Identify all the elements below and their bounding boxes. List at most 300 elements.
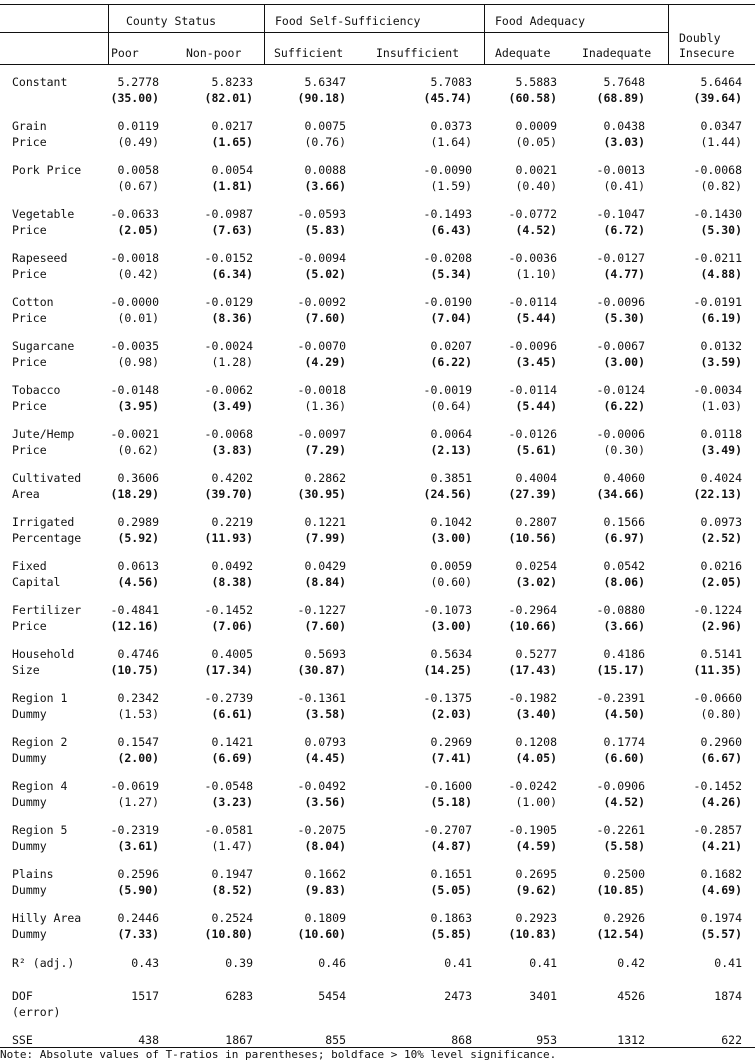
row-label: Price [12,223,47,237]
t-ratio-cell: (10.60) [297,927,346,941]
coefficient-cell: -0.2261 [596,823,645,837]
coefficient-cell: 0.46 [318,956,346,970]
coefficient-cell: 0.1042 [430,515,472,529]
coefficient-cell: -0.0036 [508,251,557,265]
coefficient-cell: 0.1809 [304,911,346,925]
t-ratio-cell: (0.67) [117,179,159,193]
coefficient-cell: 0.3606 [117,471,159,485]
coefficient-cell: 622 [721,1033,742,1047]
coefficient-cell: 0.5634 [430,647,472,661]
t-ratio-cell: (1.64) [430,135,472,149]
coefficient-cell: -0.0013 [596,163,645,177]
row-label: DOF [12,989,33,1003]
t-ratio-cell: (1.53) [117,707,159,721]
t-ratio-cell: (11.35) [693,663,742,677]
t-ratio-cell: (0.98) [117,355,159,369]
t-ratio-cell: (2.05) [117,223,159,237]
row-label: Household [12,647,75,661]
t-ratio-cell: (9.62) [515,883,557,897]
t-ratio-cell: (8.04) [304,839,346,853]
rule-group-header [0,32,668,33]
coefficient-cell: 0.0119 [117,119,159,133]
table-note: Note: Absolute values of T-ratios in parentheses; boldface > 10% level significance. [0,1048,557,1061]
coefficient-cell: -0.0619 [110,779,159,793]
t-ratio-cell: (5.58) [603,839,645,853]
coefficient-cell: -0.0018 [297,383,346,397]
coefficient-cell: 5.5883 [515,75,557,89]
t-ratio-cell: (2.03) [430,707,472,721]
t-ratio-cell: (10.80) [204,927,253,941]
t-ratio-cell: (6.61) [211,707,253,721]
t-ratio-cell: (45.74) [423,91,472,105]
t-ratio-cell: (17.43) [508,663,557,677]
column-header-adequate: Adequate [495,46,551,60]
coefficient-cell: 0.0059 [430,559,472,573]
t-ratio-cell: (10.75) [110,663,159,677]
t-ratio-cell: (5.18) [430,795,472,809]
row-label: Rapeseed [12,251,68,265]
coefficient-cell: 0.0058 [117,163,159,177]
coefficient-cell: -0.0114 [508,295,557,309]
coefficient-cell: -0.0090 [423,163,472,177]
t-ratio-cell: (0.30) [603,443,645,457]
rule-top [0,4,755,5]
t-ratio-cell: (3.58) [304,707,346,721]
coefficient-cell: -0.0006 [596,427,645,441]
coefficient-cell: -0.0906 [596,779,645,793]
coefficient-cell: 5454 [318,989,346,1003]
row-label: Size [12,663,40,677]
coefficient-cell: 0.0009 [515,119,557,133]
coefficient-cell: 0.5277 [515,647,557,661]
t-ratio-cell: (6.43) [430,223,472,237]
t-ratio-cell: (1.47) [211,839,253,853]
t-ratio-cell: (7.99) [304,531,346,545]
coefficient-cell: 0.2342 [117,691,159,705]
t-ratio-cell: (6.60) [603,751,645,765]
coefficient-cell: 0.1863 [430,911,472,925]
coefficient-cell: 0.0373 [430,119,472,133]
t-ratio-cell: (10.56) [508,531,557,545]
row-label: Price [12,619,47,633]
coefficient-cell: 0.1774 [603,735,645,749]
t-ratio-cell: (5.83) [304,223,346,237]
coefficient-cell: 5.8233 [211,75,253,89]
row-label: SSE [12,1033,33,1047]
t-ratio-cell: (90.18) [297,91,346,105]
row-label: Price [12,443,47,457]
t-ratio-cell: (82.01) [204,91,253,105]
coefficient-cell: -0.0097 [297,427,346,441]
t-ratio-cell: (0.82) [700,179,742,193]
row-label: Constant [12,75,68,89]
t-ratio-cell: (5.61) [515,443,557,457]
t-ratio-cell: (1.10) [515,267,557,281]
t-ratio-cell: (10.83) [508,927,557,941]
rule-vertical-2 [264,4,265,64]
coefficient-cell: -0.1361 [297,691,346,705]
row-label: Price [12,135,47,149]
t-ratio-cell: (3.02) [515,575,557,589]
coefficient-cell: -0.0242 [508,779,557,793]
coefficient-cell: 0.0793 [304,735,346,749]
coefficient-cell: 0.3851 [430,471,472,485]
coefficient-cell: -0.0987 [204,207,253,221]
t-ratio-cell: (5.44) [515,311,557,325]
t-ratio-cell: (3.03) [603,135,645,149]
t-ratio-cell: (7.29) [304,443,346,457]
coefficient-cell: 0.1662 [304,867,346,881]
coefficient-cell: -0.0092 [297,295,346,309]
t-ratio-cell: (5.02) [304,267,346,281]
coefficient-cell: -0.0190 [423,295,472,309]
t-ratio-cell: (4.87) [430,839,472,853]
coefficient-cell: 0.0973 [700,515,742,529]
row-label: Dummy [12,927,47,941]
coefficient-cell: 0.2926 [603,911,645,925]
coefficient-cell: 0.2989 [117,515,159,529]
t-ratio-cell: (4.77) [603,267,645,281]
coefficient-cell: -0.1452 [204,603,253,617]
coefficient-cell: 438 [138,1033,159,1047]
coefficient-cell: 0.4186 [603,647,645,661]
coefficient-cell: -0.0492 [297,779,346,793]
coefficient-cell: 0.2862 [304,471,346,485]
coefficient-cell: -0.2739 [204,691,253,705]
t-ratio-cell: (6.22) [603,399,645,413]
t-ratio-cell: (4.21) [700,839,742,853]
coefficient-cell: 0.0217 [211,119,253,133]
header-doubly: Doubly [679,31,721,45]
t-ratio-cell: (6.34) [211,267,253,281]
coefficient-cell: 0.5693 [304,647,346,661]
coefficient-cell: -0.0208 [423,251,472,265]
row-label: Dummy [12,707,47,721]
t-ratio-cell: (10.85) [596,883,645,897]
row-label: (error) [12,1005,61,1019]
row-label: Price [12,355,47,369]
row-label: Cultivated [12,471,82,485]
t-ratio-cell: (5.92) [117,531,159,545]
coefficient-cell: 0.42 [617,956,645,970]
t-ratio-cell: (4.52) [603,795,645,809]
row-label: Fertilizer [12,603,82,617]
row-label: Hilly Area [12,911,82,925]
coefficient-cell: 0.1566 [603,515,645,529]
coefficient-cell: 0.2807 [515,515,557,529]
coefficient-cell: -0.0018 [110,251,159,265]
t-ratio-cell: (8.84) [304,575,346,589]
t-ratio-cell: (5.85) [430,927,472,941]
coefficient-cell: 1867 [225,1033,253,1047]
coefficient-cell: 0.0429 [304,559,346,573]
coefficient-cell: 1874 [714,989,742,1003]
rule-vertical-3 [484,4,485,64]
coefficient-cell: 2473 [444,989,472,1003]
t-ratio-cell: (3.59) [700,355,742,369]
coefficient-cell: 868 [451,1033,472,1047]
coefficient-cell: 0.0021 [515,163,557,177]
t-ratio-cell: (24.56) [423,487,472,501]
coefficient-cell: 0.41 [444,956,472,970]
row-label: Region 5 [12,823,68,837]
group-header-food-self-sufficiency: Food Self-Sufficiency [275,14,421,28]
coefficient-cell: 0.0054 [211,163,253,177]
coefficient-cell: -0.1452 [693,779,742,793]
coefficient-cell: 0.4060 [603,471,645,485]
coefficient-cell: 0.2923 [515,911,557,925]
t-ratio-cell: (1.00) [515,795,557,809]
t-ratio-cell: (2.13) [430,443,472,457]
t-ratio-cell: (0.62) [117,443,159,457]
coefficient-cell: 1517 [131,989,159,1003]
coefficient-cell: -0.0548 [204,779,253,793]
coefficient-cell: 6283 [225,989,253,1003]
coefficient-cell: 0.39 [225,956,253,970]
t-ratio-cell: (3.95) [117,399,159,413]
coefficient-cell: -0.2964 [508,603,557,617]
group-header-county-status: County Status [126,14,217,28]
t-ratio-cell: (35.00) [110,91,159,105]
t-ratio-cell: (18.29) [110,487,159,501]
coefficient-cell: 0.2219 [211,515,253,529]
coefficient-cell: -0.2707 [423,823,472,837]
coefficient-cell: 953 [536,1033,557,1047]
coefficient-cell: -0.1430 [693,207,742,221]
coefficient-cell: -0.0019 [423,383,472,397]
t-ratio-cell: (3.49) [700,443,742,457]
t-ratio-cell: (4.26) [700,795,742,809]
row-label: Irrigated [12,515,75,529]
header-insecure: Insecure [679,46,735,60]
t-ratio-cell: (9.83) [304,883,346,897]
coefficient-cell: 0.1421 [211,735,253,749]
coefficient-cell: -0.4841 [110,603,159,617]
coefficient-cell: 0.1208 [515,735,557,749]
coefficient-cell: -0.0129 [204,295,253,309]
coefficient-cell: 0.0438 [603,119,645,133]
t-ratio-cell: (4.88) [700,267,742,281]
coefficient-cell: 0.1682 [700,867,742,881]
coefficient-cell: 0.0118 [700,427,742,441]
coefficient-cell: -0.0035 [110,339,159,353]
t-ratio-cell: (12.54) [596,927,645,941]
coefficient-cell: 0.0216 [700,559,742,573]
coefficient-cell: -0.0191 [693,295,742,309]
coefficient-cell: -0.0633 [110,207,159,221]
coefficient-cell: 0.2695 [515,867,557,881]
coefficient-cell: -0.0070 [297,339,346,353]
coefficient-cell: 0.5141 [700,647,742,661]
row-label: Tobacco [12,383,61,397]
t-ratio-cell: (1.36) [304,399,346,413]
t-ratio-cell: (6.69) [211,751,253,765]
coefficient-cell: -0.0148 [110,383,159,397]
t-ratio-cell: (3.00) [430,531,472,545]
t-ratio-cell: (60.58) [508,91,557,105]
t-ratio-cell: (11.93) [204,531,253,545]
group-header-food-adequacy: Food Adequacy [495,14,586,28]
t-ratio-cell: (0.80) [700,707,742,721]
t-ratio-cell: (0.40) [515,179,557,193]
coefficient-cell: -0.1600 [423,779,472,793]
row-label: Jute/Hemp [12,427,75,441]
coefficient-cell: -0.1375 [423,691,472,705]
t-ratio-cell: (3.56) [304,795,346,809]
coefficient-cell: 0.4024 [700,471,742,485]
t-ratio-cell: (8.38) [211,575,253,589]
row-label: Dummy [12,839,47,853]
t-ratio-cell: (0.42) [117,267,159,281]
t-ratio-cell: (22.13) [693,487,742,501]
coefficient-cell: -0.0772 [508,207,557,221]
t-ratio-cell: (15.17) [596,663,645,677]
coefficient-cell: 0.4202 [211,471,253,485]
t-ratio-cell: (3.23) [211,795,253,809]
t-ratio-cell: (3.45) [515,355,557,369]
coefficient-cell: 0.0132 [700,339,742,353]
coefficient-cell: -0.0024 [204,339,253,353]
row-label: Sugarcane [12,339,75,353]
t-ratio-cell: (1.65) [211,135,253,149]
coefficient-cell: -0.0062 [204,383,253,397]
t-ratio-cell: (5.57) [700,927,742,941]
t-ratio-cell: (7.04) [430,311,472,325]
coefficient-cell: -0.0000 [110,295,159,309]
row-label: Region 4 [12,779,68,793]
coefficient-cell: 0.2596 [117,867,159,881]
t-ratio-cell: (1.27) [117,795,159,809]
coefficient-cell: 0.0347 [700,119,742,133]
row-label: R² (adj.) [12,956,75,970]
t-ratio-cell: (1.03) [700,399,742,413]
coefficient-cell: 0.0064 [430,427,472,441]
coefficient-cell: 0.41 [529,956,557,970]
rule-vertical-1 [108,4,109,64]
coefficient-cell: 0.4746 [117,647,159,661]
rule-vertical-4 [668,4,669,64]
coefficient-cell: -0.0660 [693,691,742,705]
coefficient-cell: -0.2319 [110,823,159,837]
coefficient-cell: -0.1047 [596,207,645,221]
t-ratio-cell: (0.64) [430,399,472,413]
t-ratio-cell: (4.56) [117,575,159,589]
coefficient-cell: -0.2075 [297,823,346,837]
t-ratio-cell: (3.00) [603,355,645,369]
coefficient-cell: 0.1547 [117,735,159,749]
coefficient-cell: 0.2969 [430,735,472,749]
t-ratio-cell: (14.25) [423,663,472,677]
t-ratio-cell: (30.87) [297,663,346,677]
row-label: Fixed [12,559,47,573]
coefficient-cell: -0.0114 [508,383,557,397]
t-ratio-cell: (6.72) [603,223,645,237]
t-ratio-cell: (0.05) [515,135,557,149]
t-ratio-cell: (39.64) [693,91,742,105]
coefficient-cell: 0.0492 [211,559,253,573]
coefficient-cell: 5.7083 [430,75,472,89]
coefficient-cell: -0.0152 [204,251,253,265]
t-ratio-cell: (4.59) [515,839,557,853]
t-ratio-cell: (2.96) [700,619,742,633]
t-ratio-cell: (7.60) [304,619,346,633]
column-header-sufficient: Sufficient [274,46,344,60]
t-ratio-cell: (6.67) [700,751,742,765]
t-ratio-cell: (1.81) [211,179,253,193]
coefficient-cell: -0.0034 [693,383,742,397]
t-ratio-cell: (3.66) [603,619,645,633]
coefficient-cell: 0.2960 [700,735,742,749]
column-header-poor: Poor [111,46,139,60]
coefficient-cell: -0.0581 [204,823,253,837]
row-label: Price [12,399,47,413]
t-ratio-cell: (2.52) [700,531,742,545]
rule-column-header [0,64,755,65]
t-ratio-cell: (5.30) [603,311,645,325]
t-ratio-cell: (8.36) [211,311,253,325]
coefficient-cell: -0.0211 [693,251,742,265]
row-label: Pork Price [12,163,82,177]
t-ratio-cell: (3.40) [515,707,557,721]
coefficient-cell: 4526 [617,989,645,1003]
t-ratio-cell: (3.66) [304,179,346,193]
coefficient-cell: -0.0021 [110,427,159,441]
t-ratio-cell: (4.29) [304,355,346,369]
t-ratio-cell: (0.01) [117,311,159,325]
row-label: Percentage [12,531,82,545]
t-ratio-cell: (3.83) [211,443,253,457]
coefficient-cell: -0.0880 [596,603,645,617]
row-label: Price [12,311,47,325]
t-ratio-cell: (4.05) [515,751,557,765]
t-ratio-cell: (1.28) [211,355,253,369]
coefficient-cell: -0.2391 [596,691,645,705]
t-ratio-cell: (0.60) [430,575,472,589]
coefficient-cell: -0.1905 [508,823,557,837]
column-header-non-poor: Non-poor [186,46,242,60]
t-ratio-cell: (27.39) [508,487,557,501]
t-ratio-cell: (1.59) [430,179,472,193]
row-label: Capital [12,575,61,589]
coefficient-cell: 0.0207 [430,339,472,353]
t-ratio-cell: (7.41) [430,751,472,765]
t-ratio-cell: (0.41) [603,179,645,193]
coefficient-cell: 5.6464 [700,75,742,89]
row-label: Region 2 [12,735,68,749]
coefficient-cell: -0.0068 [693,163,742,177]
coefficient-cell: 0.2524 [211,911,253,925]
row-label: Cotton [12,295,54,309]
coefficient-cell: -0.0068 [204,427,253,441]
row-label: Dummy [12,795,47,809]
coefficient-cell: -0.0067 [596,339,645,353]
row-label: Dummy [12,883,47,897]
coefficient-cell: 0.1221 [304,515,346,529]
coefficient-cell: -0.1224 [693,603,742,617]
coefficient-cell: 855 [325,1033,346,1047]
t-ratio-cell: (3.49) [211,399,253,413]
row-label: Area [12,487,40,501]
coefficient-cell: 0.2446 [117,911,159,925]
coefficient-cell: 0.1974 [700,911,742,925]
coefficient-cell: -0.0126 [508,427,557,441]
coefficient-cell: -0.0096 [508,339,557,353]
coefficient-cell: 5.6347 [304,75,346,89]
column-header-insufficient: Insufficient [376,46,460,60]
coefficient-cell: 0.1651 [430,867,472,881]
t-ratio-cell: (6.97) [603,531,645,545]
t-ratio-cell: (68.89) [596,91,645,105]
